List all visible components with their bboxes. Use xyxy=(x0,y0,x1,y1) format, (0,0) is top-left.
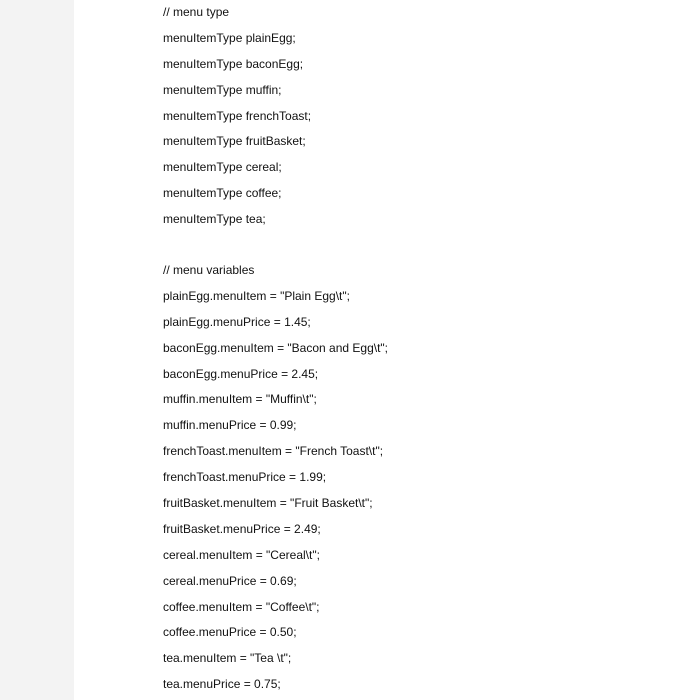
code-line: tea.menuItem = "Tea \t"; xyxy=(163,651,292,666)
code-line: tea.menuPrice = 0.75; xyxy=(163,677,281,692)
code-line: muffin.menuItem = "Muffin\t"; xyxy=(163,392,317,407)
code-line: menuItemType coffee; xyxy=(163,186,282,201)
menu-variables-block xyxy=(163,258,663,698)
code-line: fruitBasket.menuItem = "Fruit Basket\t"; xyxy=(163,496,373,511)
code-line: baconEgg.menuItem = "Bacon and Egg\t"; xyxy=(163,340,388,355)
code-line: frenchToast.menuPrice = 1.99; xyxy=(163,470,327,485)
code-line: menuItemType baconEgg; xyxy=(163,56,304,71)
code-line: menuItemType muffin; xyxy=(163,82,282,97)
code-line: frenchToast.menuItem = "French Toast\t"; xyxy=(163,444,384,459)
menu-variables-comment: // menu variables xyxy=(163,263,255,277)
code-line: cereal.menuPrice = 0.69; xyxy=(163,573,297,588)
left-margin xyxy=(0,0,74,700)
menu-type-block xyxy=(163,0,663,233)
code-line: cereal.menuItem = "Cereal\t"; xyxy=(163,547,320,562)
menu-type-comment: // menu type xyxy=(163,5,230,19)
code-line: muffin.menuPrice = 0.99; xyxy=(163,418,297,433)
code-line: menuItemType fruitBasket; xyxy=(163,134,306,149)
code-line: coffee.menuItem = "Coffee\t"; xyxy=(163,599,320,614)
code-line: menuItemType frenchToast; xyxy=(163,108,312,123)
code-line: menuItemType tea; xyxy=(163,212,266,227)
code-line: plainEgg.menuItem = "Plain Egg\t"; xyxy=(163,288,350,303)
document-page xyxy=(74,0,685,700)
code-line: baconEgg.menuPrice = 2.45; xyxy=(163,366,319,381)
code-line: menuItemType cereal; xyxy=(163,160,282,175)
code-line: menuItemType plainEgg; xyxy=(163,30,296,45)
code-line: fruitBasket.menuPrice = 2.49; xyxy=(163,521,321,536)
code-line: coffee.menuPrice = 0.50; xyxy=(163,625,297,640)
code-line: plainEgg.menuPrice = 1.45; xyxy=(163,314,311,329)
